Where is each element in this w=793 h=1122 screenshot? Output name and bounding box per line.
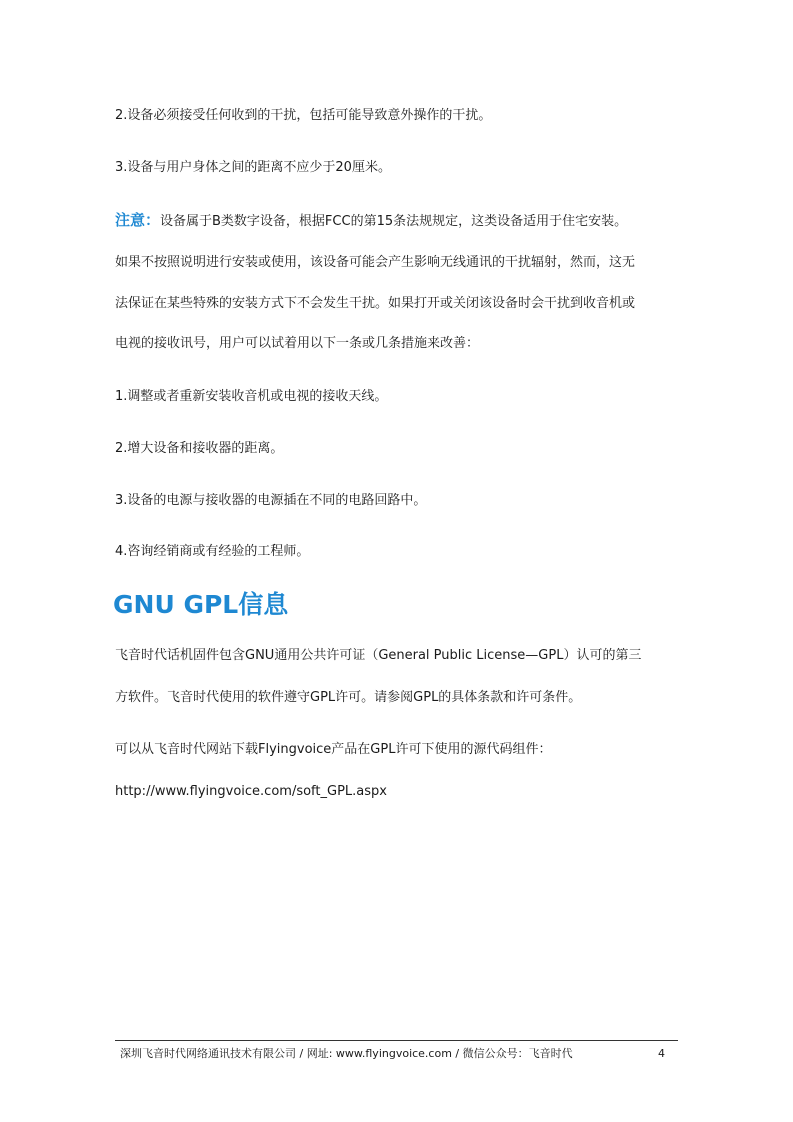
fcc-condition-2: 2.设备必须接受任何收到的干扰，包括可能导致意外操作的干扰。 <box>115 108 492 123</box>
gpl-download-text: 可以从飞音时代网站下载Flyingvoice产品在GPL许可下使用的源代码组件： <box>115 742 552 757</box>
measure-3: 3.设备的电源与接收器的电源插在不同的电路回路中。 <box>115 493 427 508</box>
gpl-para-line-2: 方软件。飞音时代使用的软件遵守GPL许可。请参阅GPL的具体条款和许可条件。 <box>115 690 582 705</box>
notice-text-1: 设备属于B类数字设备，根据FCC的第15条法规规定，这类设备适用于住宅安装。 <box>160 214 628 229</box>
measure-2: 2.增大设备和接收器的距离。 <box>115 441 284 456</box>
gpl-heading: GNU GPL信息 <box>113 590 289 619</box>
page-number: 4 <box>658 1047 665 1060</box>
notice-line-2: 如果不按照说明进行安装或使用，该设备可能会产生影响无线通讯的干扰辐射，然而，这无 <box>115 255 636 270</box>
footer-company-info: 深圳飞音时代网络通讯技术有限公司 / 网址: www.flyingvoice.com / 微信公众号：飞音时代 <box>120 1047 573 1060</box>
gpl-source-url[interactable]: http://www.flyingvoice.com/soft_GPL.aspx <box>115 784 387 799</box>
notice-label: 注意： <box>115 211 161 229</box>
measure-4: 4.咨询经销商或有经验的工程师。 <box>115 544 310 559</box>
notice-line-4: 电视的接收讯号，用户可以试着用以下一条或几条措施来改善： <box>115 336 480 351</box>
measure-1: 1.调整或者重新安装收音机或电视的接收天线。 <box>115 389 388 404</box>
notice-line-1 <box>115 211 680 231</box>
gpl-para-line-1: 飞音时代话机固件包含GNU通用公共许可证（General Public License—GPL）认可的第三 <box>115 648 642 663</box>
notice-line-3: 法保证在某些特殊的安装方式下不会发生干扰。如果打开或关闭该设备时会干扰到收音机或 <box>115 296 636 311</box>
fcc-condition-3: 3.设备与用户身体之间的距离不应少于20厘米。 <box>115 160 391 175</box>
footer-divider <box>115 1040 678 1041</box>
